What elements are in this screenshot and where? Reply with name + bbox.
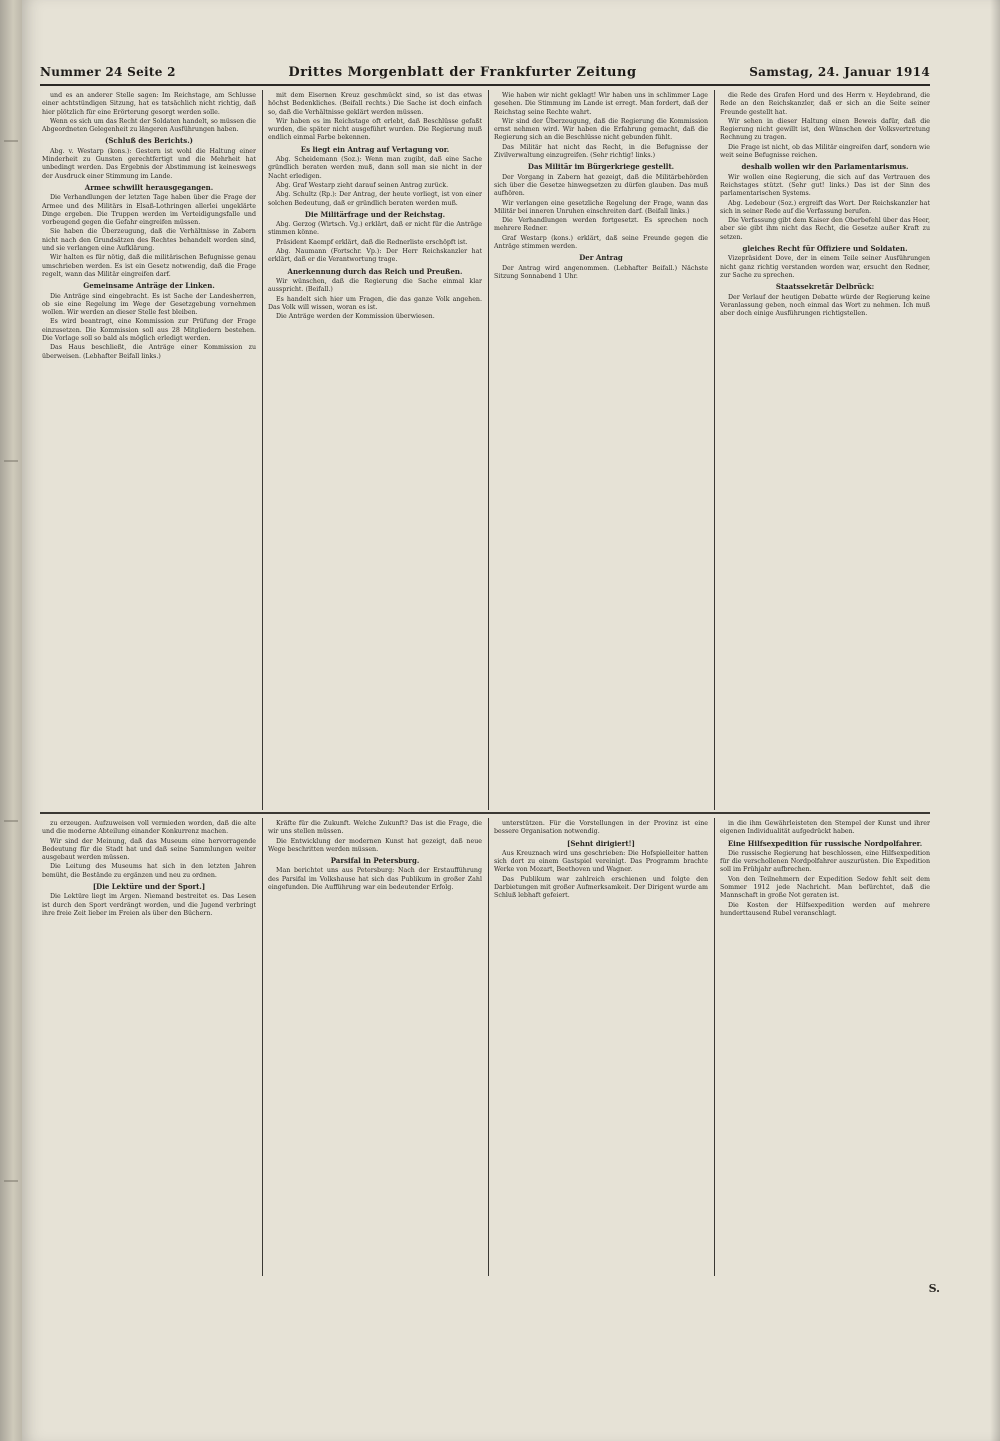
paragraph: zu erzeugen. Aufzuweisen voll vermieden worden, daß die alte und die moderne Abteilung einander Konkurrenz machen.	[42, 820, 256, 836]
paragraph: Die Frage ist nicht, ob das Militär eingreifen darf, sondern wie weit seine Befugnisse reichen.	[720, 143, 930, 160]
feuilleton-column-2	[268, 820, 482, 1275]
paragraph: Wir halten es für nötig, daß die militärischen Befugnisse genau umschrieben werden. Es ist ein Gesetz notwendig, daß die Frage regelt, wann das Militär eingreifen darf.	[42, 254, 256, 278]
paragraph: Wenn es sich um das Recht der Soldaten handelt, so müssen die Abgeordneten Gelegenheit zu längeren Ausführungen haben.	[42, 117, 256, 134]
paragraph: Die russische Regierung hat beschlossen, eine Hilfsexpedition für die verschollenen Nordpolfahrer auszurüsten. Die Expedition soll im Frühjahr aufbrechen.	[720, 849, 930, 874]
paragraph: Die Verhandlungen werden fortgesetzt. Es sprechen noch mehrere Redner.	[494, 217, 708, 233]
margin-mark	[4, 1180, 18, 1182]
article-column-1	[42, 92, 256, 808]
paragraph: Von den Teilnehmern der Expedition Sedow fehlt seit dem Sommer 1912 jede Nachricht. Man befürchtet, daß die Mannschaft in große Not geraten ist.	[720, 875, 930, 900]
subheading: [Die Lektüre und der Sport.]	[92, 882, 206, 892]
column-divider	[488, 90, 489, 810]
subheading: [Sehnt dirigiert!]	[567, 838, 635, 848]
article-column-2	[268, 92, 482, 808]
page-edge-shadow	[990, 0, 1000, 1441]
paragraph: unterstützen. Für die Vorstellungen in der Provinz ist eine bessere Organisation notwendig.	[494, 820, 708, 836]
subheading: Eine Hilfsexpedition für russische Nordpolfahrer.	[727, 838, 923, 848]
paragraph: Aus Kreuznach wird uns geschrieben: Die Hofspielleiter hatten sich dort zu einem Gastspiel vereinigt. Das Programm brachte Werke von Mozart, Beethoven und Wagner.	[494, 849, 708, 874]
paragraph: Wir sind der Meinung, daß das Museum eine hervorragende Bedeutung für die Stadt hat und daß seine Sammlungen weiter ausgebaut werden müssen.	[42, 837, 256, 862]
subheading: Die Militärfrage und der Reichstag.	[304, 209, 446, 219]
author-signature: S.	[928, 1282, 940, 1295]
adjacent-page-edge	[0, 0, 23, 1441]
issue-date: Samstag, 24. Januar 1914	[749, 65, 930, 79]
subheading: Armee schwillt herausgegangen.	[84, 182, 214, 192]
subheading: Der Antrag	[579, 253, 623, 263]
paragraph: Wir wollen eine Regierung, die sich auf das Vertrauen des Reichstages stützt. (Sehr gut! links.) Das ist der Sinn des parlamentarischen Systems.	[720, 173, 930, 198]
paragraph: Wie haben wir nicht geklagt! Wir haben uns in schlimmer Lage gesehen. Die Stimmung im Lande ist erregt. Man fordert, daß der Reichstag seine Rechte wahrt.	[494, 92, 708, 116]
issue-page-number: Nummer 24 Seite 2	[40, 65, 176, 79]
subheading: deshalb wollen wir den Parlamentarismus.	[741, 162, 909, 172]
paragraph: Es handelt sich hier um Fragen, die das ganze Volk angehen. Das Volk will wissen, woran es ist.	[268, 295, 482, 311]
paragraph: Die Lektüre liegt im Argen. Niemand bestreitet es. Das Lesen ist durch den Sport verdrängt worden, und die Jugend verbringt ihre freie Zeit lieber im Freien als über den Büchern.	[42, 893, 256, 917]
article-column-4	[720, 92, 930, 808]
paragraph: mit dem Eisernen Kreuz geschmückt sind, so ist das etwas höchst Bedenkliches. (Beifall rechts.) Die Sache ist doch einfach so, daß die Verhältnisse geklärt werden müssen.	[268, 92, 482, 116]
paragraph: Das Haus beschließt, die Anträge einer Kommission zu überweisen. (Lebhafter Beifall links.)	[42, 344, 256, 360]
paragraph: Vizepräsident Dove, der in einem Teile seiner Ausführungen nicht ganz richtig verstanden worden war, ersucht den Redner, zur Sache zu sprechen.	[720, 255, 930, 279]
section-note: (Schluß des Berichts.)	[105, 136, 193, 146]
subheading: Anerkennung durch das Reich und Preußen.	[287, 266, 463, 276]
speaker-paragraph: Abg. Naumann (Fortschr. Vp.): Der Herr Reichskanzler hat erklärt, daß er die Verantwortung trage.	[268, 248, 482, 264]
paragraph: und es an anderer Stelle sagen: Im Reichstage, am Schlusse einer achtstündigen Sitzung, hat es tatsächlich nicht richtig, daß hier plötzlich für eine Erörterung gesorgt werden solle.	[42, 92, 256, 116]
subheading: Gemeinsame Anträge der Linken.	[83, 281, 215, 291]
speaker-paragraph: Abg. Gerzog (Wirtsch. Vg.) erklärt, daß er nicht für die Anträge stimmen könne.	[268, 221, 482, 237]
paragraph: Wir haben es im Reichstage oft erlebt, daß Beschlüsse gefaßt wurden, die später nicht ausgeführt wurden. Die Regierung muß endlich einmal Farbe bekennen.	[268, 117, 482, 142]
subheading: gleiches Recht für Offiziere und Soldaten.	[742, 244, 908, 254]
speaker-paragraph: Abg. Scheidemann (Soz.): Wenn man zugibt, daß eine Sache gründlich beraten werden muß, dann soll man sie nicht in der Nacht erledigen.	[268, 156, 482, 180]
paragraph: Der Antrag wird angenommen. (Lebhafter Beifall.) Nächste Sitzung Sonnabend 1 Uhr.	[494, 264, 708, 280]
paragraph: Sie haben die Überzeugung, daß die Verhältnisse in Zabern nicht nach den Grundsätzen des Rechtes behandelt worden sind, und sie verlangen eine Aufklärung.	[42, 228, 256, 253]
paragraph: die Rede des Grafen Hord und des Herrn v. Heydebrand, die Rede an den Reichskanzler, daß er sich an die Seite seiner Freunde gestellt hat.	[720, 92, 930, 116]
speaker-paragraph: Abg. Schultz (Rp.): Der Antrag, der heute vorliegt, ist von einer solchen Bedeutung, daß er gründlich beraten werden muß.	[268, 191, 482, 207]
column-divider	[262, 818, 263, 1276]
subheading: Parsifal in Petersburg.	[330, 856, 420, 866]
column-divider	[262, 90, 263, 810]
newspaper-title: Drittes Morgenblatt der Frankfurter Zeitung	[288, 64, 637, 80]
paragraph: Die Verhandlungen der letzten Tage haben über die Frage der Armee und des Militärs in Elsaß-Lothringen allerlei ungeklärte Dinge ergeben. Die Truppen werden im Verteidigungsfalle und vorbeugend gegen die Gefahr eingreifen müssen.	[42, 194, 256, 227]
paragraph: Wir sind der Überzeugung, daß die Regierung die Kommission ernst nehmen wird. Wir haben die Erfahrung gemacht, daß die Regierung sich an die Beschlüsse nicht gebunden fühlt.	[494, 117, 708, 142]
paragraph: Das Publikum war zahlreich erschienen und folgte den Darbietungen mit großer Aufmerksamkeit. Der Dirigent wurde am Schluß lebhaft gefeiert.	[494, 875, 708, 900]
subheading: Staatssekretär Delbrück:	[775, 282, 875, 292]
feuilleton-column-1	[42, 820, 256, 1275]
paragraph: Man berichtet uns aus Petersburg: Nach der Erstaufführung des Parsifal im Volkshause hat sich das Publikum in großer Zahl eingefunden. Die Aufführung war ein bedeutender Erfolg.	[268, 867, 482, 892]
motion-note: Es liegt ein Antrag auf Vertagung vor.	[300, 144, 450, 154]
article-column-3	[494, 92, 708, 808]
column-divider	[488, 818, 489, 1276]
paragraph: Die Anträge werden der Kommission überwiesen.	[276, 313, 435, 321]
paragraph: Es wird beantragt, eine Kommission zur Prüfung der Frage einzusetzen. Die Kommission soll aus 28 Mitgliedern bestehen. Die Vorlage soll so bald als möglich erledigt werden.	[42, 318, 256, 343]
speaker-paragraph: Präsident Kaempf erklärt, daß die Rednerliste erschöpft ist.	[276, 238, 468, 246]
subheading: Das Militär im Bürgerkriege gestellt.	[527, 162, 675, 172]
column-divider	[714, 818, 715, 1276]
section-divider	[40, 812, 930, 814]
paragraph: in die ihm Gewährleisteten den Stempel der Kunst und ihrer eigenen Individualität aufgedrückt haben.	[720, 820, 930, 836]
paragraph: Die Verfassung gibt dem Kaiser den Oberbefehl über das Heer, aber sie gibt ihm nicht das Recht, die Gesetze außer Kraft zu setzen.	[720, 217, 930, 241]
paragraph: Das Militär hat nicht das Recht, in die Befugnisse der Zivilverwaltung einzugreifen. (Sehr richtig! links.)	[494, 143, 708, 160]
paragraph: Die Kosten der Hilfsexpedition werden auf mehrere hunderttausend Rubel veranschlagt.	[720, 901, 930, 917]
masthead	[40, 60, 930, 86]
feuilleton-column-4	[720, 820, 930, 1275]
margin-mark	[4, 460, 18, 462]
paragraph: Abg. v. Westarp (kons.): Gestern ist wohl die Haltung einer Minderheit zu Gunsten gerechtfertigt und die Mehrheit hat unbedingt werden. Das Ergebnis der Abstimmung ist keineswegs der Ausdruck einer Stimmung im Lande.	[42, 147, 256, 180]
paragraph: Der Verlauf der heutigen Debatte würde der Regierung keine Veranlassung geben, noch einmal das Wort zu nehmen. Ich muß aber doch einige Ausführungen richtigstellen.	[720, 293, 930, 318]
paragraph: Wir wünschen, daß die Regierung die Sache einmal klar ausspricht. (Beifall.)	[268, 277, 482, 294]
paragraph: Wir verlangen eine gesetzliche Regelung der Frage, wann das Militär bei inneren Unruhen einschreiten darf. (Beifall links.)	[494, 199, 708, 215]
paragraph: Wir sehen in dieser Haltung einen Beweis dafür, daß die Regierung nicht gewillt ist, den Wünschen der Volksvertretung Rechnung zu tragen.	[720, 117, 930, 142]
paragraph: Graf Westarp (kons.) erklärt, daß seine Freunde gegen die Anträge stimmen werden.	[494, 234, 708, 251]
margin-mark	[4, 140, 18, 142]
feuilleton-column-3	[494, 820, 708, 1275]
paragraph: Abg. Ledebour (Soz.) ergreift das Wort. Der Reichskanzler hat sich in seiner Rede auf die Verfassung berufen.	[720, 199, 930, 215]
speaker-paragraph: Abg. Graf Westarp zieht darauf seinen Antrag zurück.	[276, 181, 449, 189]
column-divider	[714, 90, 715, 810]
paragraph: Kräfte für die Zukunft. Welche Zukunft? Das ist die Frage, die wir uns stellen müssen.	[268, 820, 482, 836]
paragraph: Der Vorgang in Zabern hat gezeigt, daß die Militärbehörden sich über die Gesetze hinwegsetzen zu dürfen glauben. Das muß aufhören.	[494, 173, 708, 198]
margin-mark	[4, 820, 18, 822]
paragraph: Die Leitung des Museums hat sich in den letzten Jahren bemüht, die Bestände zu ergänzen und neu zu ordnen.	[42, 863, 256, 879]
paragraph: Die Anträge sind eingebracht. Es ist Sache der Landesherren, ob sie eine Regelung im Wege der Gesetzgebung vornehmen wollen. Wir werden an dieser Stelle fest bleiben.	[42, 292, 256, 317]
paragraph: Die Entwicklung der modernen Kunst hat gezeigt, daß neue Wege beschritten werden müssen.	[268, 837, 482, 853]
